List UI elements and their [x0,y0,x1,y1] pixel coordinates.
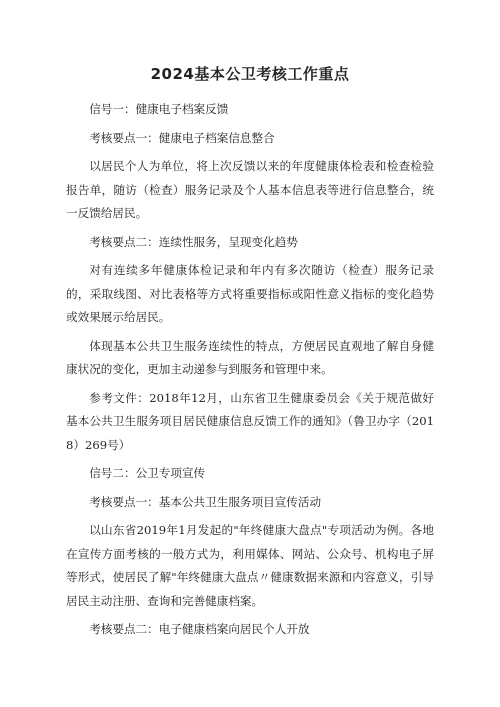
section-heading-signal-2: 信号二：公卫专项宣传 [89,466,206,480]
assessment-point-heading: 考核要点一：基本公共卫生服务项目宣传活动 [89,494,322,509]
body-paragraph: 以山东省2019年1月发起的"年终健康大盘点"专项活动为例。各地在宣传方面考核的一般方式为，利用媒体、网站、公众号、机构电子屏等形式，使居民了解"年终健康大盘点〃健康数据来源和内容意义，引导居民主动注册、查询和完善健康档案。 [66,523,434,608]
section-heading-signal-1: 信号一：健康电子档案反馈 [89,102,229,116]
document-title: 2024基本公卫考核工作重点 [150,65,350,83]
body-paragraph: 对有连续多年健康体检记录和年内有多次随访（检查）服务记录的，采取线图、对比表格等方式将重要指标或阳性意义指标的变化趋势或效果展示给居民。 [66,263,434,324]
body-paragraph: 以居民个人为单位，将上次反馈以来的年度健康体检表和检查检验报告单，随访（检查）服务记录及个人基本信息表等进行信息整合，统一反馈给居民。 [66,159,434,220]
assessment-point-heading: 考核要点一：健康电子档案信息整合 [89,130,275,145]
reference-paragraph: 参考文件：2018年12月，山东省卫生健康委员会《关于规范做好基本公共卫生服务项目居民健康信息反馈工作的通知》（鲁卫办字（2018）269号） [66,390,434,452]
body-paragraph: 体现基本公共卫生服务连续性的特点，方便居民直观地了解自身健康状况的变化，更加主动递参与到服务和管理中来。 [66,338,434,376]
assessment-point-heading: 考核要点二：连续性服务，呈现变化趋势 [89,234,298,249]
assessment-point-heading: 考核要点二：电子健康档案向居民个人开放 [89,622,310,636]
